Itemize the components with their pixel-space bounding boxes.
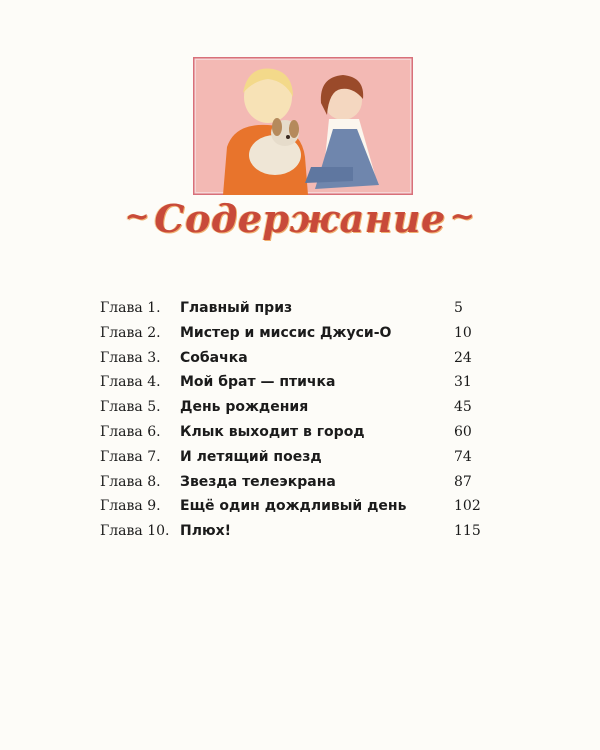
chapter-title: И летящий поезд [180, 448, 322, 465]
chapter-title: Мистер и миссис Джуси-О [180, 324, 392, 341]
toc-row[interactable] [100, 519, 500, 544]
page-number: 102 [454, 498, 481, 515]
page-number: 60 [454, 423, 472, 440]
chapter-number: Глава 8. [100, 473, 161, 490]
toc-row[interactable] [100, 420, 500, 445]
chapter-number: Глава 6. [100, 423, 161, 440]
toc-row[interactable] [100, 395, 500, 420]
contents-title: Содержание [154, 196, 446, 241]
chapter-title: Мой брат — птичка [180, 374, 336, 391]
toc-row[interactable] [100, 470, 500, 495]
page-number: 24 [454, 349, 472, 366]
chapter-number: Глава 5. [100, 399, 161, 416]
toc-row[interactable] [100, 494, 500, 519]
page-number: 74 [454, 448, 472, 465]
swash-left: ~ [124, 199, 151, 234]
chapter-title: Клык выходит в город [180, 423, 365, 440]
table-of-contents [100, 296, 500, 544]
page-number: 115 [454, 523, 481, 540]
chapter-title: Собачка [180, 349, 248, 366]
toc-row[interactable] [100, 370, 500, 395]
chapter-number: Глава 3. [100, 349, 161, 366]
contents-heading [0, 196, 600, 241]
chapter-number: Глава 10. [100, 523, 170, 540]
chapter-number: Глава 4. [100, 374, 161, 391]
chapter-number: Глава 9. [100, 498, 161, 515]
page-number: 5 [454, 300, 463, 316]
page-number: 87 [454, 473, 472, 490]
chapter-title: Главный приз [180, 300, 293, 316]
chapter-number: Глава 1. [100, 300, 161, 316]
children-with-puppy-illustration [193, 57, 413, 195]
page-number: 45 [454, 399, 472, 416]
chapter-number: Глава 2. [100, 324, 161, 341]
chapter-number: Глава 7. [100, 448, 161, 465]
toc-row[interactable] [100, 296, 500, 321]
toc-row[interactable] [100, 321, 500, 346]
chapter-title: День рождения [180, 399, 309, 416]
chapter-title: Ещё один дождливый день [180, 498, 407, 515]
chapter-title: Плюх! [180, 523, 231, 540]
page-number: 10 [454, 324, 472, 341]
chapter-title: Звезда телеэкрана [180, 473, 336, 490]
toc-row[interactable] [100, 445, 500, 470]
page-number: 31 [454, 374, 472, 391]
toc-row[interactable] [100, 346, 500, 371]
swash-right: ~ [449, 199, 476, 234]
